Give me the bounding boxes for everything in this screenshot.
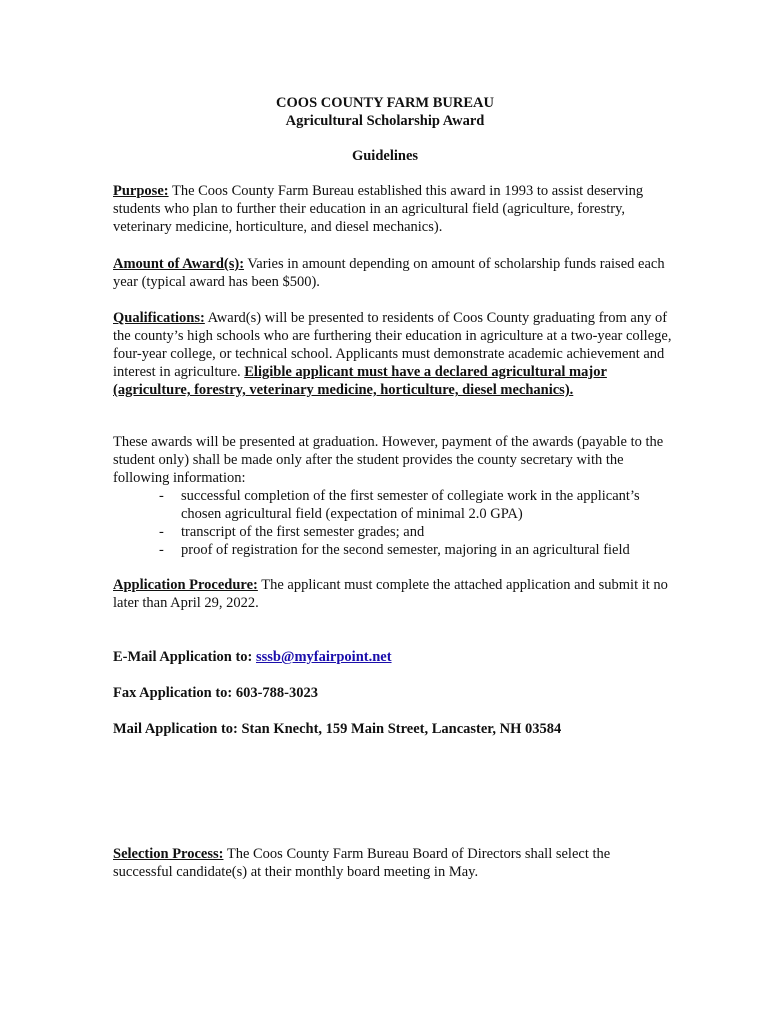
document-header xyxy=(0,94,770,130)
purpose-text: The Coos County Farm Bureau established this award in 1993 to assist deserving students who plan to further their education in an agricultural field (agriculture, forestry, veterinary medicine, horticulture, and diesel mechanics). xyxy=(113,183,644,235)
qualifications-label: Qualifications: xyxy=(113,310,205,326)
list-item-text: successful completion of the first semester of collegiate work in the applicant’s chosen agricultural field (expectation of minimal 2.0 GPA) xyxy=(181,488,640,522)
list-dash: - xyxy=(159,524,164,540)
email-line xyxy=(113,648,673,666)
list-item xyxy=(113,523,673,541)
mail-line: Mail Application to: Stan Knecht, 159 Main Street, Lancaster, NH 03584 xyxy=(113,721,562,737)
selection-paragraph xyxy=(113,845,673,881)
amount-paragraph xyxy=(113,255,673,291)
guidelines-heading: Guidelines xyxy=(351,148,419,164)
selection-label: Selection Process: xyxy=(113,846,224,862)
purpose-label: Purpose: xyxy=(113,183,169,199)
procedure-label: Application Procedure: xyxy=(113,577,258,593)
list-dash: - xyxy=(159,542,164,558)
award-title: Agricultural Scholarship Award xyxy=(285,113,485,129)
email-label: E-Mail Application to: xyxy=(113,649,256,665)
requirements-list xyxy=(113,487,673,559)
list-item xyxy=(113,541,673,559)
qualifications-text: Award(s) will be presented to residents of Coos County graduating from any of the county’s high schools who are furthering their education in agriculture at a two-year college, four-year college, or technical school. Applicants must demonstrate academic achievement and interest in agriculture. xyxy=(113,310,672,380)
qualifications-emphasis: Eligible applicant must have a declared agricultural major (agriculture, forestry, veterinary medicine, horticulture, diesel mechanics). xyxy=(113,364,607,398)
amount-label: Amount of Award(s): xyxy=(113,256,245,272)
list-item-text: proof of registration for the second semester, majoring in an agricultural field xyxy=(181,542,630,558)
list-item xyxy=(113,487,673,523)
fax-line: Fax Application to: 603-788-3023 xyxy=(113,685,319,701)
procedure-text: The applicant must complete the attached application and submit it no later than April 29, 2022. xyxy=(113,577,668,611)
email-link[interactable]: sssb@myfairpoint.net xyxy=(256,649,392,665)
payment-paragraph xyxy=(113,433,673,559)
list-dash: - xyxy=(159,488,164,504)
amount-text: Varies in amount depending on amount of scholarship funds raised each year (typical award has been $500). xyxy=(113,256,665,290)
list-item-text: transcript of the first semester grades; and xyxy=(181,524,425,540)
purpose-paragraph xyxy=(113,182,673,236)
procedure-paragraph xyxy=(113,576,673,612)
selection-text: The Coos County Farm Bureau Board of Directors shall select the successful candidate(s) at their monthly board meeting in May. xyxy=(113,846,611,880)
org-title: COOS COUNTY FARM BUREAU xyxy=(276,95,494,111)
qualifications-paragraph xyxy=(113,309,673,399)
payment-text: These awards will be presented at graduation. However, payment of the awards (payable to the student only) shall be made only after the student provides the county secretary with the following information: xyxy=(113,434,664,486)
